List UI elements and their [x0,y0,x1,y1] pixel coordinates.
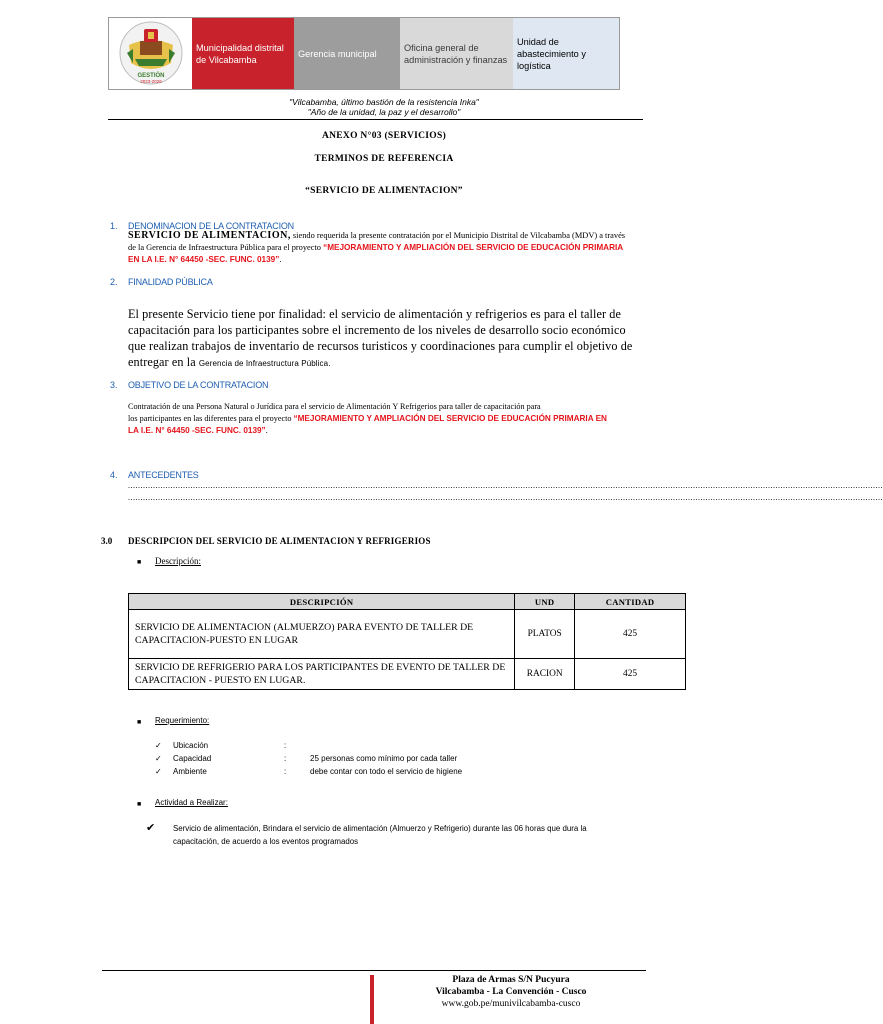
coat-of-arms-icon [113,19,189,89]
header-divider [108,119,643,120]
checkmark-icon: ✓ [155,741,162,750]
letterhead [108,17,620,90]
table-header-quantity: CANTIDAD [575,594,686,610]
checkmark-icon: ✔ [146,822,156,834]
logo-caption-1: GESTIÓN [136,72,165,79]
antecedentes-line-2: .............................................................................................................................................................................................................................................................................................................. [128,493,883,502]
section-1-end: . [279,255,282,264]
section-1-title: DENOMINACION DE LA CONTRATACION [128,221,294,231]
actividad-line-1: Servicio de alimentación, Brindara el servicio de alimentación (Almuerzo y Refrigerio) durante las 06 horas que dura la [173,824,587,833]
footer-accent-bar [370,975,374,1024]
footer-divider [102,970,646,971]
section-1-lead: SERVICIO DE ALIMENTACION, [128,230,291,241]
section-2-title: FINALIDAD PÚBLICA [128,277,213,287]
section-30-title: DESCRIPCION DEL SERVICIO DE ALIMENTACION Y REFRIGERIOS [128,536,431,546]
annex-title: ANEXO N°03 (SERVICIOS) [321,131,447,141]
section-3-line-3 [128,425,268,436]
table-cell-description: SERVICIO DE REFRIGERIO PARA LOS PARTICIPANTES DE EVENTO DE TALLER DE CAPACITACION - PUESTO EN LUGAR. [129,659,515,690]
section-4-title: ANTECEDENTES [128,470,199,480]
motto-line-1: "Vilcabamba, último bastión de la resistencia Inka" [289,97,479,107]
req-ubicacion-sep: : [284,741,287,750]
section-3-project-a: “MEJORAMIENTO Y AMPLIACIÓN DEL SERVICIO DE EDUCACIÓN PRIMARIA EN [293,414,607,423]
section-3-line-1: Contratación de una Persona Natural o Jurídica para el servicio de Alimentación Y Refrigerios para taller de capacitación para [128,402,541,411]
section-30-number: 3.0 [101,536,113,546]
checkmark-icon: ✓ [155,754,162,763]
services-table [128,593,686,690]
bullet-icon: ■ [137,800,142,808]
section-2-line-2: capacitación para los participantes sobre el incremento de los niveles de desarrollo socio económico [128,323,626,337]
bullet-icon: ■ [137,558,142,566]
section-1-number: 1. [110,221,118,231]
descripcion-label: Descripción: [155,556,201,566]
header-cell-municipality: Municipalidad distrital de Vilcabamba [192,18,294,89]
table-header-unit: UND [515,594,575,610]
section-2-text-b: Gerencia de Infraestructura Pública. [198,359,331,368]
checkmark-icon: ✓ [155,767,162,776]
footer-website: www.gob.pe/munivilcabamba-cusco [441,999,581,1009]
table-cell-quantity: 425 [575,610,686,659]
section-4-number: 4. [110,470,118,480]
logo-caption-2: 2023-2026 [139,78,162,84]
req-ambiente-label: Ambiente [173,767,207,776]
actividad-label: Actividad a Realizar: [155,798,228,807]
section-2-text-a: entregar en la [128,355,199,369]
requerimiento-label: Requerimiento: [155,716,210,725]
section-3-title: OBJETIVO DE LA CONTRATACION [128,380,269,390]
table-header-description: DESCRIPCIÓN [129,594,515,610]
req-ubicacion-label: Ubicación [173,741,209,750]
req-capacidad-sep: : [284,754,287,763]
req-capacidad-label: Capacidad [173,754,212,763]
section-3-number: 3. [110,380,118,390]
section-3-end: . [265,426,268,435]
footer-location: Vilcabamba - La Convención - Cusco [435,987,587,997]
table-cell-unit: RACION [515,659,575,690]
section-1-text-b: de la Gerencia de Infraestructura Pública para el proyecto [128,243,324,252]
section-1-line-2 [128,242,668,253]
actividad-line-2: capacitación, de acuerdo a los eventos programados [173,837,359,846]
section-3-project-b: LA I.E. N° 64450 -SEC. FUNC. 0139” [128,426,266,435]
section-1-text-a: siendo requerida la presente contratación por el Municipio Distrital de Vilcabamba (MDV) a través [290,231,626,240]
terms-title: TERMINOS DE REFERENCIA [314,154,454,164]
table-row [129,659,686,690]
motto-line-2: "Año de la unidad, la paz y el desarrollo" [307,107,461,117]
section-1-line-1 [128,230,658,241]
req-ambiente-value: debe contar con todo el servicio de higiene [310,767,463,776]
section-2-line-3: que realizan trabajos de inventario de recursos turisticos y coordinaciones para cumplir el objetivo de [128,339,633,353]
section-1-project-b: EN LA I.E. N° 64450 -SEC. FUNC. 0139” [128,255,280,264]
section-3-line-2 [128,413,668,424]
section-2-line-4 [128,354,331,372]
header-cell-gerencia: Gerencia municipal [294,18,400,89]
table-cell-unit: PLATOS [515,610,575,659]
table-cell-quantity: 425 [575,659,686,690]
section-1-line-3 [128,254,281,265]
municipality-logo [109,18,192,89]
table-header-row [129,594,686,610]
req-ambiente-sep: : [284,767,287,776]
section-1-project-a: “MEJORAMIENTO Y AMPLIACIÓN DEL SERVICIO DE EDUCACIÓN PRIMARIA [323,243,624,252]
bullet-icon: ■ [137,718,142,726]
section-3-text: los participantes en las diferentes para el proyecto [128,414,294,423]
section-2-line-1: El presente Servicio tiene por finalidad: el servicio de alimentación y refrigerios es para el taller de [128,307,621,321]
table-cell-description: SERVICIO DE ALIMENTACION (ALMUERZO) PARA EVENTO DE TALLER DE CAPACITACION-PUESTO EN LUGAR [129,610,515,659]
header-cell-oficina: Oficina general de administración y finanzas [400,18,513,89]
section-2-number: 2. [110,277,118,287]
service-title: “SERVICIO DE ALIMENTACION” [305,186,463,196]
antecedentes-line-1: .............................................................................................................................................................................................................................................................................................................. [128,481,883,490]
table-row [129,610,686,659]
footer-address: Plaza de Armas S/N Pucyura [452,975,570,985]
header-cell-unidad: Unidad de abastecimiento y logística [513,18,619,89]
req-capacidad-value: 25 personas como mínimo por cada taller [310,754,458,763]
